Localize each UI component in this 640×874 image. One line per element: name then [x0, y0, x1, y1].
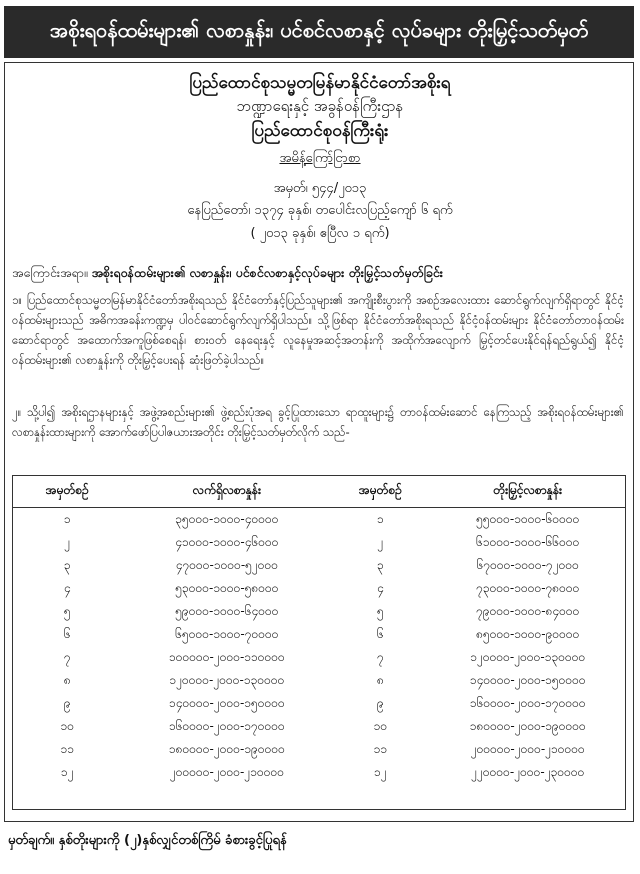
cell: ၁၂ — [374, 764, 387, 779]
cell: ၃ — [377, 557, 384, 572]
cell: ၁ — [377, 511, 384, 526]
subject-text: အစိုးရဝန်ထမ်းများ၏ လစာနှုန်း၊ ပင်စင်လစာနှင့်လုပ်ခများ တိုးမြှင့်သတ်မှတ်ခြင်း — [91, 265, 443, 280]
cell: ၂၀၀၀၀၀-၂၀၀၀-၂၁၀၀၀၀ — [470, 741, 585, 756]
cell: ၁၀ — [373, 718, 388, 733]
cell: ၆၅၀၀၀-၁၀၀၀-၇၀၀၀၀ — [175, 626, 279, 641]
doc-number: အမှတ်၊ ၅၄၄/၂၀၁၃ — [273, 181, 367, 196]
cell: ၆ — [377, 626, 384, 641]
cell: ၁ — [63, 511, 71, 526]
salary-table — [12, 475, 626, 784]
cell: ၁၈၀၀၀၀-၂၀၀၀-၁၉၀၀၀၀ — [469, 718, 586, 733]
cell: ၉ — [63, 695, 71, 710]
cell: ၃ — [63, 557, 71, 572]
banner-title: အစိုးရဝန်ထမ်းများ၏ လစာနှုန်း၊ ပင်စင်လစာနှင့် လုပ်ခများ တိုးမြှင့်သတ်မှတ် — [4, 6, 634, 58]
cell: ၈၅၀၀၀-၁၀၀၀-၉၀၀၀၀ — [476, 626, 580, 641]
cell: ၁၄၀၀၀၀-၂၀၀၀-၁၅၀၀၀၀ — [168, 695, 285, 710]
table-row — [12, 646, 626, 669]
cell: ၅၅၀၀၀-၁၀၀၀-၆၀၀၀၀ — [476, 511, 580, 526]
cell: ၂၂၀၀၀၀-၂၀၀၀-၂၃၀၀၀၀ — [471, 764, 585, 779]
cell: ၉ — [377, 695, 384, 710]
cell: ၄ — [63, 580, 71, 595]
table-row — [12, 623, 626, 646]
cell: ၁၁ — [373, 741, 388, 756]
header-new-salary: တိုးမြှင့်လစာနှုန်း — [430, 475, 627, 508]
cell: ၇ — [63, 649, 71, 664]
paragraph-2: ၂။ သို့ပါ၍ အစိုးရဌာနများနှင့် အဖွဲ့အစည်းများ၏ ဖွဲ့စည်းပုံအရ ခွင့်ပြုထားသော ရာထူးများ၌ တာဝန်ထမ်းဆောင် နေကြသည့် အစိုးရဝန်ထမ်းများ၏ လစာနှုန်းထားများကို အောက်ဖော်ပြပါဇယားအတိုင်း တိုးမြှင့်သတ်မှတ်လိုက် သည်- — [12, 405, 624, 439]
doc-type: အမိန့်ကြော်ငြာစာ — [279, 151, 361, 166]
cell: ၁၈၀၀၀၀-၂၀၀၀-၁၉၀၀၀၀ — [168, 741, 285, 756]
cell: ၁၆၀၀၀၀-၂၀၀၀-၁၇၀၀၀၀ — [469, 695, 586, 710]
table-header-row — [12, 475, 626, 508]
cell: ၆၁၀၀၀-၁၀၀၀-၆၆၀၀၀ — [476, 534, 580, 549]
subject-label: အကြောင်းအရာ။ — [12, 265, 88, 280]
table-row — [12, 577, 626, 600]
cell: ၈ — [376, 672, 384, 687]
government-name: ပြည်ထောင်စုသမ္မတမြန်မာနိုင်ငံတော်အစိုးရ — [189, 73, 451, 93]
cell: ၇၉၀၀၀-၁၀၀၀-၈၄၀၀၀ — [476, 603, 580, 618]
cell: ၂ — [64, 534, 71, 549]
cell: ၁၀၀၀၀၀-၂၀၀၀-၁၁၀၀၀၀ — [168, 649, 285, 664]
cell: ၂ — [377, 534, 384, 549]
cell: ၄၇၀၀၀-၁၀၀၀-၅၂၀၀၀ — [175, 557, 279, 572]
table-row — [12, 508, 626, 532]
cell: ၁၄၀၀၀၀-၂၀၀၀-၁၅၀၀၀၀ — [469, 672, 586, 687]
table-row — [12, 738, 626, 761]
cell: ၂၀၀၀၀၀-၂၀၀၀-၂၁၀၀၀၀ — [169, 764, 284, 779]
date-western: ( ၂၀၁၃ ခုနှစ်၊ ဧပြီလ ၁ ရက်) — [250, 226, 390, 241]
cell: ၄ — [377, 580, 384, 595]
header-serial-2: အမှတ်စဉ် — [331, 475, 429, 508]
cell: ၁၀ — [60, 718, 74, 733]
cell: ၆၇၀၀၀-၁၀၀၀-၇၂၀၀၀ — [476, 557, 579, 572]
date-myanmar: နေပြည်တော်၊ ၁၃၇၄ ခုနှစ်၊ တပေါင်းလပြည့်ကျော် ၆ ရက် — [187, 203, 453, 218]
office-name: ပြည်ထောင်စုဝန်ကြီးရုံး — [251, 121, 389, 141]
cell: ၄၁၀၀၀-၁၀၀၀-၄၆၀၀၀ — [175, 534, 279, 549]
table-row — [12, 531, 626, 554]
cell: ၇၃၀၀၀-၁၀၀၀-၇၈၀၀၀ — [476, 580, 580, 595]
cell: ၅၃၀၀၀-၁၀၀၀-၅၈၀၀၀ — [175, 580, 279, 595]
cell: ၅၉၀၀၀-၁၀၀၀-၆၄၀၀၀ — [175, 603, 279, 618]
cell: ၆ — [63, 626, 71, 641]
table-row — [12, 715, 626, 738]
cell: ၁၂ — [60, 764, 74, 779]
table-row — [12, 600, 626, 623]
table-row — [12, 554, 626, 577]
table-row — [12, 669, 626, 692]
cell: ၅ — [63, 603, 71, 618]
cell: ၈ — [63, 672, 71, 687]
cell: ၁၆၀၀၀၀-၂၀၀၀-၁၇၀၀၀၀ — [168, 718, 285, 733]
header-serial-1: အမှတ်စဉ် — [12, 475, 123, 508]
cell: ၁၂၀၀၀၀-၂၀၀၀-၁၃၀၀၀၀ — [169, 672, 285, 687]
cell: ၁၁ — [60, 741, 74, 756]
table-row — [12, 761, 626, 784]
cell: ၅ — [377, 603, 384, 618]
cell: ၁၂၀၀၀၀-၂၀၀၀-၁၃၀၀၀၀ — [470, 649, 586, 664]
ministry-name: ဘဏ္ဍာရေးနှင့် အခွန်ဝန်ကြီးဌာန — [236, 97, 404, 115]
footer-note: မှတ်ချက်။ နှစ်တိုးများကို (၂)နှစ်လျှင်တစ်ကြိမ် ခံစားခွင့်ပြုရန် — [8, 833, 287, 848]
table-row — [12, 692, 626, 715]
subject-line — [12, 265, 627, 284]
cell: ၇ — [377, 649, 384, 664]
paragraph-1: ၁။ ပြည်ထောင်စုသမ္မတမြန်မာနိုင်ငံတော်အစိုးရသည် နိုင်ငံတော်နှင့်ပြည်သူများ၏ အကျိုးစီးပွားကို အစဉ်အလေးထား ဆောင်ရွက်လျက်ရှိရာတွင် နိုင်ငံ့ဝန်ထမ်းများသည် အဓိကအခန်းကဏ္ဍမှ ပါဝင်ဆောင်ရွက်လျက်ရှိပါသည်။ သို့ဖြစ်ရာ နိုင်ငံတော်အစိုးရသည် နိုင်ငံ့ဝန်ထမ်းများ နိုင်ငံတော်တာဝန်ထမ်းဆောင်ရာတွင် အထောက်အကူဖြစ်စေရန်၊ စားဝတ် နေရေးနှင့် လူနေမှုအဆင့်အတန်းကို အထိုက်အလျောက် မြှင့်တင်ပေးနိုင်ရန်ရည်ရွယ်၍ နိုင်ငံ့ဝန်ထမ်းများ၏ လစာနှုန်းကို တိုးမြှင့်ပေးရန် ဆုံးဖြတ်ခဲ့ပါသည်။ — [12, 293, 624, 367]
header-current-salary: လက်ရှိလစာနှုန်း — [123, 475, 332, 508]
cell: ၃၅၀၀၀-၁၀၀၀-၄၀၀၀၀ — [175, 511, 279, 526]
